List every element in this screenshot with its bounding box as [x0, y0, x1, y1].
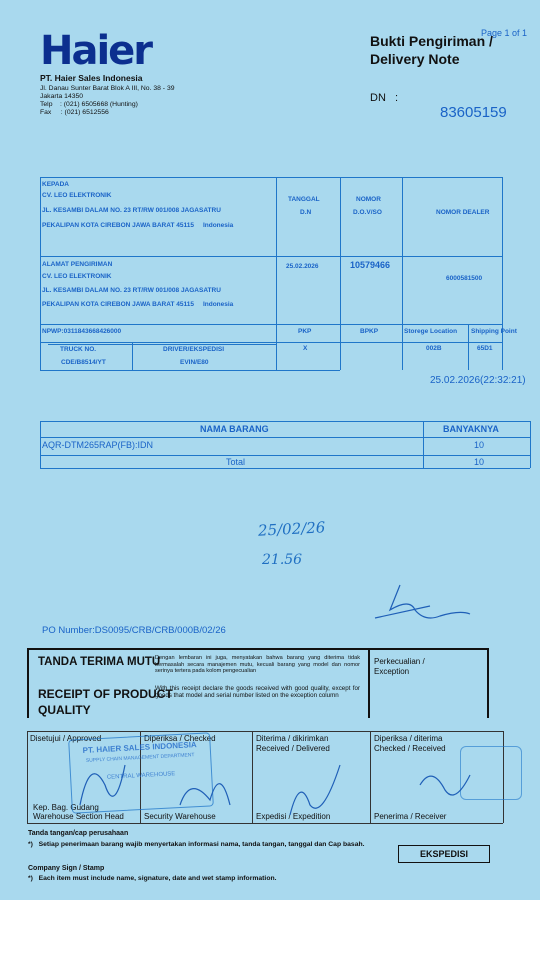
received-label-en: Checked / Received	[374, 744, 446, 753]
receipt-title-en-2: QUALITY	[38, 703, 91, 717]
dealer-number: 6000581500	[446, 275, 483, 282]
company-name: PT. Haier Sales Indonesia	[40, 73, 143, 83]
ship-label: ALAMAT PENGIRIMAN	[42, 261, 113, 268]
shipping-point-label: Shipping Point	[471, 328, 517, 335]
warehouse-head-label: Kep. Bag. Gudang	[33, 803, 99, 812]
driver-label: DRIVER/EKSPEDISI	[163, 346, 225, 353]
checked-label: Diperiksa / Checked	[144, 734, 216, 743]
signature-scribble	[370, 580, 480, 630]
bpkp-label: BPKP	[360, 328, 379, 335]
total-qty: 10	[474, 457, 485, 467]
ekspedisi-box: EKSPEDISI	[398, 845, 490, 863]
sent-label-id: Diterima / dikirimkan	[256, 734, 329, 743]
storage-location-label: Storege Location	[404, 328, 458, 335]
fax-line: Fax : (021) 6512556	[40, 109, 109, 116]
storage-value: 002B	[426, 345, 442, 352]
npwp: NPWP:0311843668426000	[42, 328, 122, 335]
handwritten-time: 21.56	[262, 552, 303, 568]
stamp-line-1: PT. HAIER SALES INDONESIA	[82, 740, 197, 756]
shipping-point-value: 65D1	[477, 345, 493, 352]
total-label: Total	[226, 457, 246, 467]
address-line: Jl. Danau Sunter Barat Blok A III, No. 38 - 39	[40, 85, 175, 92]
exception-label: Perkecualian /	[374, 657, 425, 666]
ship-nomor: 10579466	[350, 260, 391, 270]
footer-note2-title: Company Sign / Stamp	[28, 865, 105, 872]
dn-label: DN :	[370, 92, 399, 104]
dealer-label: NOMOR DEALER	[436, 209, 490, 216]
ship-address-line2: PEKALIPAN KOTA CIREBON JAWA BARAT 45115 Indonesia	[42, 301, 234, 308]
footer-note1-title: Tanda tangan/cap perusahaan	[28, 830, 129, 837]
receipt-title-en-1: RECEIPT OF PRODUCT	[38, 687, 173, 701]
item-qty: 10	[474, 440, 485, 450]
ship-date: 25.02.2026	[286, 263, 319, 270]
pkp-label: PKP	[298, 328, 312, 335]
handwritten-date: 25/02/26	[257, 518, 326, 540]
doc-title	[370, 32, 493, 68]
receiver-label: Penerima / Receiver	[374, 812, 447, 821]
to-address-line1: JL. KESAMBI DALAM NO. 23 RT/RW 001/008 JAGASATRU	[42, 207, 221, 214]
sent-label-en: Received / Delivered	[256, 744, 330, 753]
phone-line: Telp : (021) 6505668 (Hunting)	[40, 101, 138, 108]
security-label: Security Warehouse	[144, 812, 216, 821]
stamp-line-3: CENTRAL WAREHOUSE	[106, 771, 176, 781]
receipt-text-id: Dengan lembaran ini juga, menyatakan bahwa barang yang diterima tidak bermasalah secara manajemen mutu, kecuali barang yang model dan nomor serinya tertera pada kolom pengecualian	[155, 655, 360, 675]
truck-label: TRUCK NO.	[60, 346, 97, 353]
receipt-text-en: With this receipt declare the goods received with good quality, except for goods that model and serial number listed on the exception column	[155, 685, 360, 699]
doc-title-id: Bukti Pengiriman /	[370, 33, 493, 49]
haier-logo: Haier	[40, 28, 152, 74]
po-number: PO Number:DS0095/CRB/CRB/000B/02/26	[42, 625, 226, 636]
truck-value: CDE/B8514/YT	[61, 359, 106, 366]
nomor-sub: D.O.V/SO	[353, 209, 382, 216]
expedition-label: Expedisi / Expedition	[256, 812, 331, 821]
item-name: AQR-DTM265RAP(FB):IDN	[42, 440, 154, 450]
to-name: CV. LEO ELEKTRONIK	[42, 192, 112, 199]
col-nama-barang: NAMA BARANG	[200, 424, 269, 434]
ship-name: CV. LEO ELEKTRONIK	[42, 273, 112, 280]
doc-title-en: Delivery Note	[370, 51, 460, 67]
handwritten-signatures	[60, 745, 500, 825]
to-label: KEPADA	[42, 181, 69, 188]
footer-note1: *) Setiap penerimaan barang wajib menyertakan informasi nama, tanda tangan, tanggal dan Cap basah.	[28, 841, 365, 848]
col-banyaknya: BANYAKNYA	[443, 424, 499, 434]
print-timestamp: 25.02.2026(22:32:21)	[430, 375, 526, 386]
receipt-title-id: TANDA TERIMA MUTU	[38, 656, 161, 668]
address-line: Jakarta 14350	[40, 93, 84, 100]
stamp-line-2: SUPPLY CHAIN MANAGEMENT DEPARTMENT	[85, 752, 195, 764]
tanggal-sub: D.N	[300, 209, 312, 216]
exception-label-en: Exception	[374, 667, 410, 676]
tanggal-label: TANGGAL	[288, 196, 320, 203]
to-address-line2: PEKALIPAN KOTA CIREBON JAWA BARAT 45115 Indonesia	[42, 222, 234, 229]
approved-label: Disetujui / Approved	[30, 734, 102, 743]
warehouse-head-label-en: Warehouse Section Head	[33, 812, 124, 821]
footer-note2: *) Each item must include name, signature, date and wet stamp information.	[28, 875, 277, 882]
dn-number: 83605159	[440, 104, 507, 121]
ship-address-line1: JL. KESAMBI DALAM NO. 23 RT/RW 001/008 JAGASATRU	[42, 287, 221, 294]
received-label-id: Diperiksa / diterima	[374, 734, 443, 743]
page-indicator: Page 1 of 1	[481, 28, 528, 38]
driver-value: EVIN/E80	[180, 359, 209, 366]
pkp-value: X	[303, 345, 308, 352]
nomor-label: NOMOR	[356, 196, 381, 203]
